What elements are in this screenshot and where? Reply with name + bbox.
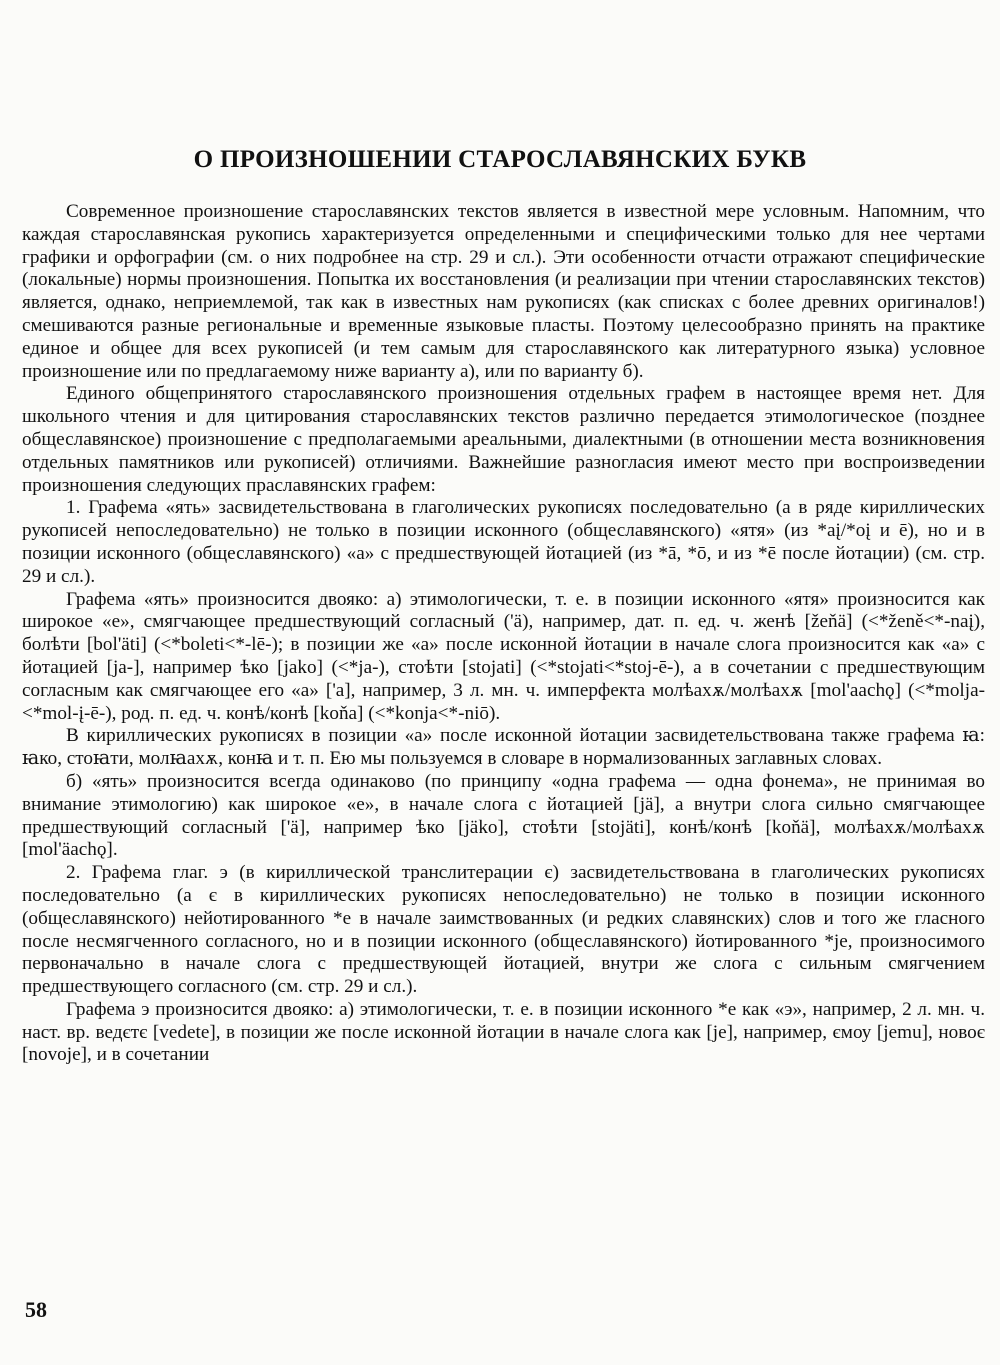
paragraph: Современное произношение старославянских текстов является в известной мере условным. Напомним, что каждая старославянская рукопись характеризуется определенными и специфическими только для нее чертами графики и орфографии (см. о них подробнее на стр. 29 и сл.). Эти особенности отчасти отражают специфические (локальные) нормы произношения. Попытка их восстановления (и реализации при чтении старославянских текстов) является, однако, неприемлемой, так как в известных нам рукописях (как списках с более древних оригиналов!) смешиваются разные региональные и временные языковые пласты. Поэтому целесообразно принять на практике единое и общее для всех рукописей (и тем самым для старославянского как литературного языка) условное произношение или по предлагаемому ниже варианту а), или по варианту б). [22,201,985,382]
paragraph: 1. Графема «ять» засвидетельствована в глаголических рукописях последовательно (а в ряде кириллических рукописей непоследовательно) не только в позиции исконного (общеславянского) «ятя» (из *aį/*oį и ē), но и в позиции исконного (общеславянского) «а» с предшествующей йотацией (из *ā, *ō, и из *ē после йотации) (см. стр. 29 и сл.). [22,497,985,587]
paragraph: В кириллических рукописях в позиции «а» после исконной йотации засвидетельствована также графема ꙗ: ꙗко, стоꙗти, молꙗахѫ, конꙗ и т. п. Ею мы пользуемся в словаре в нормализованных заглавных словах. [22,725,985,770]
paragraph: 2. Графема глаг. э (в кириллической транслитерации є) засвидетельствована в глаголических рукописях последовательно (а є в кириллических рукописях непоследовательно) не только в позиции исконного (общеславянского) нейотированного *е в начале заимствованных (и редких славянских) слов и того же гласного после несмягченного согласного, но и в позиции исконного (общеславянского) йотированного *je, произносимого первоначально в начале слога с предшествующей йотацией, внутри же слога с сильным смягчением предшествующего согласного (см. стр. 29 и сл.). [22,862,985,998]
page-number: 58 [25,1297,47,1322]
body-text [22,201,985,1067]
paragraph: Единого общепринятого старославянского произношения отдельных графем в настоящее время нет. Для школьного чтения и для цитирования старославянских текстов различно передается этимологическое (позднее общеславянское) произношение с предполагаемыми ареальными, диалектными (в отношении места возникновения отдельных памятников или рукописей) отличиями. Важнейшие разногласия имеют место при воспроизведении произношения следующих праславянских графем: [22,383,985,496]
page-title: О ПРОИЗНОШЕНИИ СТАРОСЛАВЯНСКИХ БУКВ [193,146,807,173]
paragraph: б) «ять» произносится всегда одинаково (по принципу «одна графема — одна фонема», не принимая во внимание этимологию) как широкое «е», в начале слога с йотацией [jä], а внутри слога сильно смягчающее предшествующий согласный ['ä], например ѣко [jäko], стоѣти [stojäti], конѣ/конѣ [koňä], молѣахѫ/молѣахѫ [mol'äachǫ]. [22,770,985,861]
paragraph: Графема э произносится двояко: а) этимологически, т. е. в позиции исконного *е как «э», например, 2 л. мн. ч. наст. вр. ведєтє [vedete], в позиции же после исконной йотации в начале слога как [je], например, ємоу [jemu], новоє [novoje], и в сочетании [22,998,985,1066]
paragraph: Графема «ять» произносится двояко: а) этимологически, т. е. в позиции исконного «ятя» произносится как широкое «е», смягчающее предшествующий согласный ('ä), например, дат. п. ед. ч. женѣ [žeňä] (<*ženě<*-naį), болѣти [bol'äti] (<*boleti<*-lē-); в позиции же «а» после исконной йотации в начале слога произносится как «а» с йотацией [ja-], например ѣко [jako] (<*ja-), стоѣти [stojati] (<*stojati<*stoj-ē-), а в сочетании с предшествующим согласным как смягчающее его «а» ['а], например, 3 л. мн. ч. имперфекта молѣахѫ/молѣахѫ [mol'aachǫ] (<*molja-<*mol-į-ē-), род. п. ед. ч. конѣ/конѣ [koňa] (<*konja<*-niō). [22,588,985,724]
